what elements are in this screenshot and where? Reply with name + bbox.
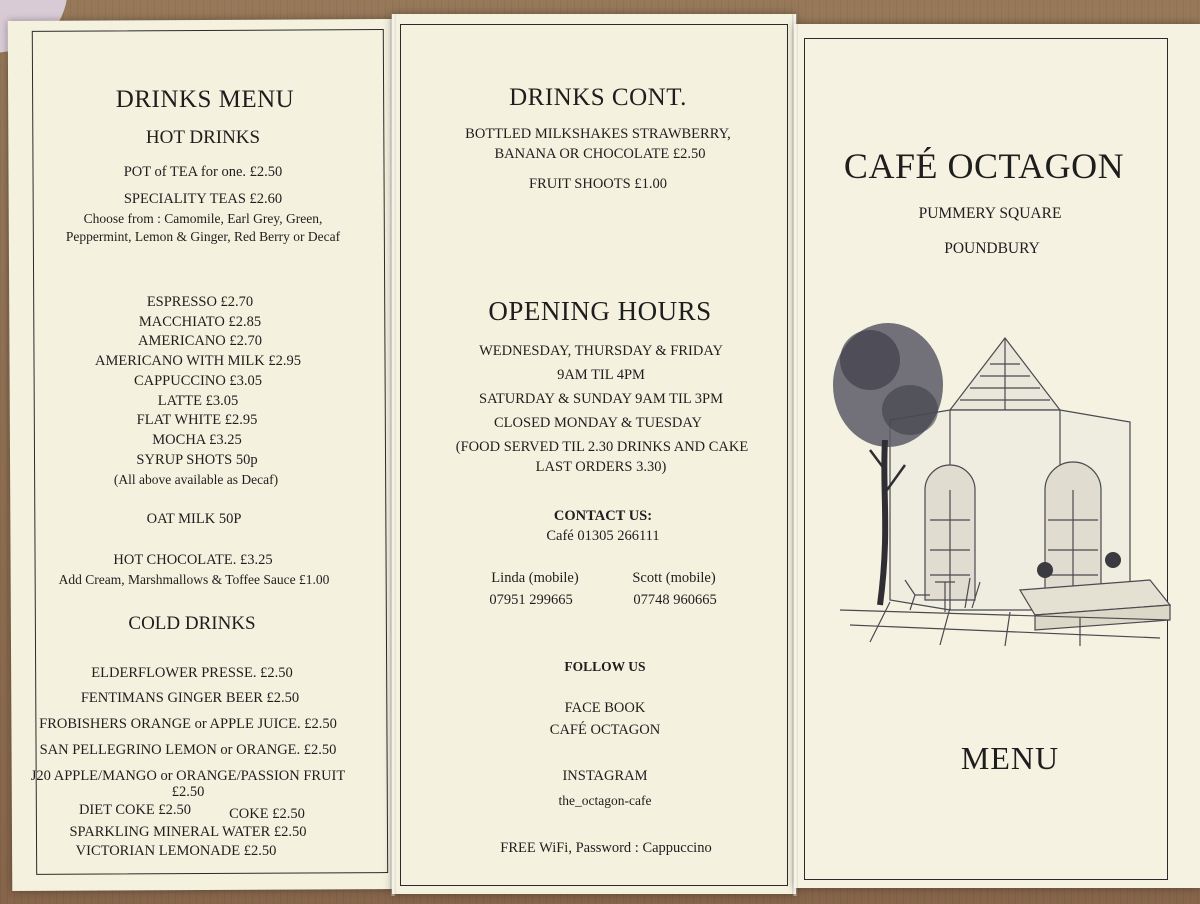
- menu-label: MENU: [960, 740, 1060, 776]
- follow-us-heading: FOLLOW US: [564, 659, 646, 674]
- linda-phone: 07951 299665: [489, 592, 573, 608]
- cafe-name-logo: CAFÉ OCTAGON: [843, 146, 1125, 186]
- tea-choices-line: Choose from : Camomile, Earl Grey, Green,: [83, 211, 323, 226]
- hours-line: LAST ORDERS 3.30): [535, 459, 667, 475]
- milkshakes-line: BOTTLED MILKSHAKES STRAWBERRY,: [465, 126, 731, 142]
- coffee-item: LATTE £3.05: [157, 393, 239, 409]
- cold-drink-item: FROBISHERS ORANGE or APPLE JUICE. £2.50: [39, 716, 337, 732]
- hours-line: CLOSED MONDAY & TUESDAY: [494, 415, 702, 431]
- hot-chocolate-extras: Add Cream, Marshmallows & Toffee Sauce £1.00: [58, 572, 330, 587]
- coffee-item: MACCHIATO £2.85: [138, 314, 262, 330]
- instagram-handle: the_octagon-cafe: [558, 793, 652, 808]
- diet-coke-item: DIET COKE £2.50: [78, 802, 192, 818]
- facebook-name: CAFÉ OCTAGON: [549, 722, 661, 738]
- tea-choices-line: Peppermint, Lemon & Ginger, Red Berry or Decaf: [65, 229, 341, 244]
- coffee-item: CAPPUCCINO £3.05: [133, 373, 263, 389]
- opening-hours-heading: OPENING HOURS: [488, 296, 712, 326]
- address-line: PUMMERY SQUARE: [918, 205, 1062, 222]
- coffee-item: AMERICANO WITH MILK £2.95: [95, 353, 301, 369]
- fold-crease: [390, 14, 396, 896]
- hours-line: SATURDAY & SUNDAY 9AM TIL 3PM: [479, 391, 723, 407]
- hours-line: 9AM TIL 4PM: [557, 367, 645, 383]
- speciality-teas-item: SPECIALITY TEAS £2.60: [123, 191, 283, 207]
- decaf-note: (All above available as Decaf): [113, 472, 279, 487]
- address-line: POUNDBURY: [944, 240, 1040, 257]
- pot-of-tea-item: POT of TEA for one. £2.50: [123, 164, 283, 180]
- coffee-item: ESPRESSO £2.70: [146, 294, 254, 310]
- fold-crease: [792, 14, 798, 896]
- instagram-label: INSTAGRAM: [562, 768, 648, 784]
- coffee-item: FLAT WHITE £2.95: [136, 412, 258, 428]
- drinks-cont-title: DRINKS CONT.: [509, 84, 687, 111]
- coke-item: COKE £2.50: [229, 806, 305, 822]
- oat-milk-item: OAT MILK 50P: [146, 511, 242, 527]
- coffee-item: MOCHA £3.25: [152, 432, 242, 448]
- fruit-shoots-item: FRUIT SHOOTS £1.00: [529, 176, 667, 192]
- contact-heading: CONTACT US:: [553, 508, 653, 524]
- cafe-octagon-illustration: [830, 320, 1180, 650]
- cold-drink-item: FENTIMANS GINGER BEER £2.50: [80, 690, 300, 706]
- cold-drinks-heading: COLD DRINKS: [128, 613, 256, 634]
- hot-chocolate-item: HOT CHOCOLATE. £3.25: [113, 552, 273, 568]
- coffee-item: AMERICANO £2.70: [137, 333, 263, 349]
- wifi-info: FREE WiFi, Password : Cappuccino: [500, 840, 712, 856]
- linda-label: Linda (mobile): [491, 570, 579, 586]
- hot-drinks-heading: HOT DRINKS: [145, 127, 261, 148]
- cafe-phone: Café 01305 266111: [546, 528, 660, 544]
- lemonade-item: VICTORIAN LEMONADE £2.50: [75, 843, 277, 859]
- hours-line: WEDNESDAY, THURSDAY & FRIDAY: [479, 343, 723, 359]
- scott-phone: 07748 960665: [633, 592, 717, 608]
- facebook-label: FACE BOOK: [564, 700, 646, 716]
- cold-drink-item: J20 APPLE/MANGO or ORANGE/PASSION FRUIT: [30, 768, 346, 784]
- hours-line: (FOOD SERVED TIL 2.30 DRINKS AND CAKE: [455, 439, 749, 455]
- cold-drink-item: £2.50: [171, 784, 205, 800]
- sparkling-water-item: SPARKLING MINERAL WATER £2.50: [69, 824, 307, 840]
- cold-drink-item: ELDERFLOWER PRESSE. £2.50: [91, 665, 293, 681]
- scott-label: Scott (mobile): [632, 570, 716, 586]
- coffee-item: SYRUP SHOTS 50p: [136, 452, 258, 468]
- milkshakes-line: BANANA OR CHOCOLATE £2.50: [494, 146, 706, 162]
- cold-drink-item: SAN PELLEGRINO LEMON or ORANGE. £2.50: [39, 742, 337, 758]
- drinks-menu-title: DRINKS MENU: [115, 86, 295, 113]
